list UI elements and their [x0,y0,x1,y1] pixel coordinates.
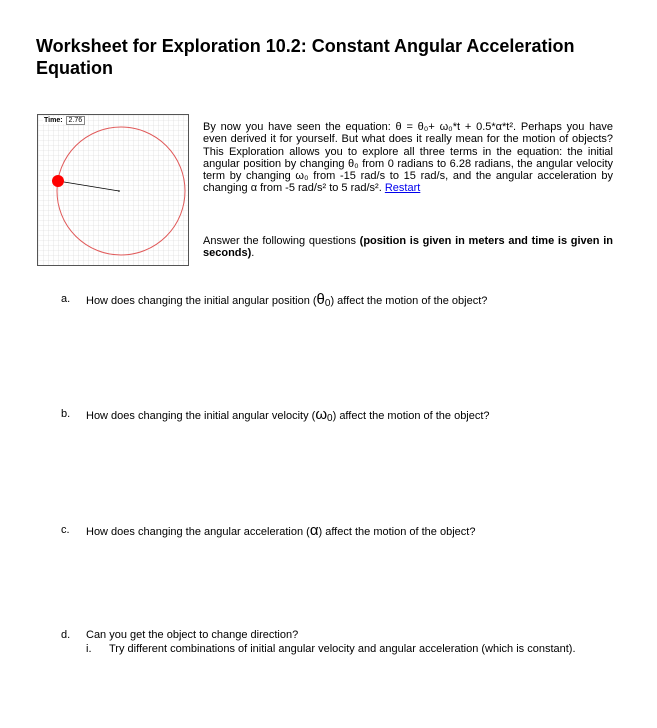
simulation-canvas[interactable] [38,115,188,265]
question-text [86,629,298,642]
question-text [86,293,487,310]
moving-object[interactable] [52,175,64,187]
omega-symbol: ω [315,406,328,423]
subquestion-label: i. [86,643,92,655]
question-b-after: ) affect the motion of the object? [332,410,490,422]
intro-paragraph [203,121,613,195]
answer-instructions [203,235,613,260]
question-label: a. [61,293,71,305]
question-d-before: Can you get the object to change direction? [86,629,299,641]
worksheet-title: Worksheet for Exploration 10.2: Constant Angular Acceleration Equation [36,36,575,78]
time-display [43,117,86,124]
question-label: d. [61,629,71,641]
question-b-before: How does changing the initial angular velocity ( [86,410,316,422]
intro-text: By now you have seen the equation: θ = θ₀+ ω₀*t + 0.5*α*t². Perhaps you have even derived it for yourself. But what does it really mean for the motion of objects? This Exploration allows you to explore all three terms in the equation: the initial angular position by changing θ₀ from 0 radians to 6.28 radians, the angular velocity term by changing ω₀ from -15 rad/s to 15 rad/s, and the angular acceleration by changing α from -5 rad/s² to 5 rad/s². [203,121,613,195]
answer-note-bold: (position is given in meters and time is given in seconds) [203,235,613,260]
alpha-symbol: α [309,522,319,539]
symbol-subscript: 0 [324,298,331,309]
answer-note-prefix: Answer the following questions [203,235,360,247]
question-text [86,524,475,541]
question-c-before: How does changing the angular acceleration ( [86,526,310,538]
question-c-after: ) affect the motion of the object? [318,526,476,538]
restart-link[interactable]: Restart [384,182,421,195]
subquestion-text: Try different combinations of initial angular velocity and angular acceleration (which is constant). [109,643,576,655]
time-label: Time: [44,117,63,124]
question-text [86,408,490,425]
question-a-before: How does changing the initial angular position ( [86,295,317,307]
answer-note-suffix: . [251,247,255,260]
question-a-after: ) affect the motion of the object? [330,295,488,307]
theta-symbol: θ [316,291,325,308]
question-label: c. [61,524,70,536]
question-label: b. [61,408,71,420]
simulation-panel[interactable] [37,114,189,266]
time-value: 2.76 [66,116,86,125]
symbol-subscript: 0 [327,413,333,424]
center-point [118,190,120,192]
